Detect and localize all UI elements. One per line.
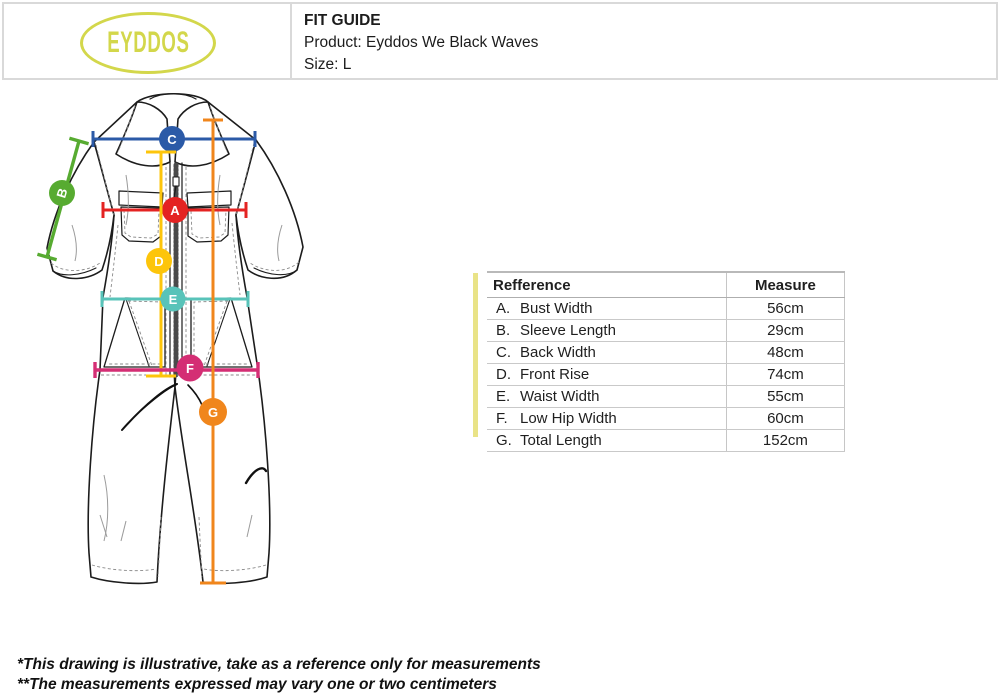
- jumpsuit-diagram: [0, 85, 340, 615]
- row-label: Front Rise: [520, 366, 590, 383]
- header-text-block: [304, 10, 538, 76]
- row-label: Sleeve Length: [520, 322, 616, 339]
- table-row: [487, 408, 845, 430]
- marker-letter-D: D: [154, 254, 164, 269]
- row-ref: D.: [496, 366, 511, 383]
- product-line: Product: Eyddos We Black Waves: [304, 34, 539, 51]
- row-ref: F.: [496, 410, 508, 427]
- column-header-reference: Refference: [487, 272, 726, 298]
- brand-logo: [80, 12, 216, 74]
- marker-letter-B: B: [53, 186, 71, 200]
- table-row: [487, 430, 845, 452]
- table-row: [487, 320, 845, 342]
- row-ref: C.: [496, 344, 511, 361]
- row-measure: 29cm: [726, 320, 844, 342]
- table-row: [487, 342, 845, 364]
- row-ref: E.: [496, 388, 511, 405]
- row-label: Back Width: [520, 344, 596, 361]
- row-measure: 55cm: [726, 386, 844, 408]
- row-measure: 48cm: [726, 342, 844, 364]
- marker-letter-E: E: [168, 292, 178, 307]
- footer-notes: [17, 655, 541, 693]
- table-row: [487, 386, 845, 408]
- row-label: Total Length: [520, 432, 602, 449]
- row-measure: 56cm: [726, 298, 844, 320]
- row-measure: 152cm: [726, 430, 844, 452]
- page-title: FIT GUIDE: [304, 12, 381, 29]
- table-row: [487, 298, 845, 320]
- row-ref: B.: [496, 322, 511, 339]
- marker-letter-F: F: [186, 361, 194, 376]
- row-measure: 74cm: [726, 364, 844, 386]
- row-measure: 60cm: [726, 408, 844, 430]
- brand-logo-text: EYDDOS: [106, 26, 190, 59]
- column-header-measure: Measure: [726, 272, 844, 298]
- size-line: Size: L: [304, 56, 352, 73]
- marker-letter-G: G: [207, 405, 219, 420]
- footer-note-2: **The measurements expressed may vary one or two centimeters: [17, 676, 497, 693]
- row-label: Waist Width: [520, 388, 600, 405]
- measurement-table: [487, 271, 845, 452]
- jumpsuit-drawing: [47, 94, 303, 584]
- marker-letter-C: C: [167, 132, 177, 147]
- table-header-row: [487, 272, 845, 298]
- row-label: Bust Width: [520, 300, 593, 317]
- row-label: Low Hip Width: [520, 410, 617, 427]
- footer-note-1: *This drawing is illustrative, take as a reference only for measurements: [17, 656, 541, 673]
- table-accent-bar: [473, 273, 478, 437]
- header-divider: [290, 4, 292, 78]
- header-box: [2, 2, 998, 80]
- row-ref: A.: [496, 300, 511, 317]
- table-row: [487, 364, 845, 386]
- row-ref: G.: [496, 432, 512, 449]
- marker-letter-A: A: [170, 203, 180, 218]
